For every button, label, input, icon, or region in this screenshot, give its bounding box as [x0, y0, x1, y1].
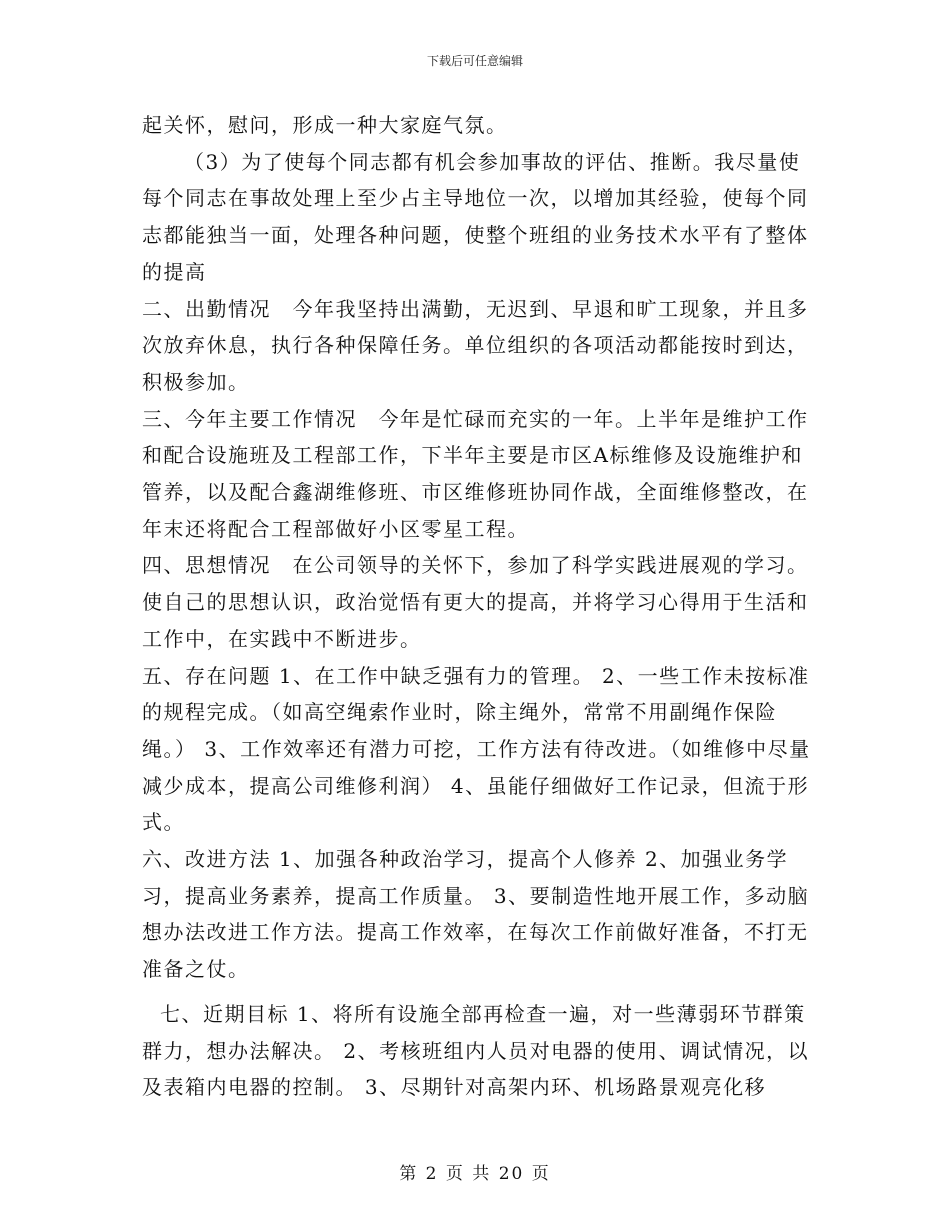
- page-number: 第 2 页 共 20 页: [399, 1164, 551, 1184]
- paragraph-item-3: （3）为了使每个同志都有机会参加事故的评估、推断。我尽量使每个同志在事故处理上至少占主导地位一次，以增加其经验，使每个同志都能独当一面，处理各种问题，使整个班组的业务技术水平有了整体的提高: [142, 149, 809, 284]
- page-header-note: 下载后可任意编辑: [426, 54, 523, 68]
- paragraph-near-term-goals: 七、近期目标 1、将所有设施全部再检查一遍，对一些薄弱环节群策群力，想办法解决。 2、考核班组内人员对电器的使用、调试情况，以及表箱内电器的控制。 3、尽期针对高架内环、机场路景观亮化移: [142, 1001, 810, 1100]
- paragraph-problems: 五、存在问题 1、在工作中缺乏强有力的管理。 2、一些工作未按标准的规程完成。（如高空绳索作业时，除主绳外，常常不用副绳作保险绳。） 3、工作效率还有潜力可挖，工作方法有待改进。（如维修中尽量减少成本，提高公司维修利润） 4、虽能仔细做好工作记录，但流于形式。: [142, 663, 811, 835]
- paragraph-attendance: 二、出勤情况 今年我坚持出满勤，无迟到、早退和旷工现象，并且多次放弃休息，执行各种保障任务。单位组织的各项活动都能按时到达，积极参加。: [142, 296, 809, 394]
- paragraph-continuation: 起关怀，慰问，形成一种大家庭气氛。: [142, 113, 508, 137]
- paragraph-improvements: 六、改进方法 1、加强各种政治学习，提高个人修养 2、加强业务学习，提高业务素养，提高工作质量。 3、要制造性地开展工作，多动脑想办法改进工作方法。提高工作效率，在每次工作前做好准备，不打无准备之仗。: [142, 847, 810, 982]
- paragraph-main-work: 三、今年主要工作情况 今年是忙碌而充实的一年。上半年是维护工作和配合设施班及工程部工作，下半年主要是市区A标维修及设施维护和管养，以及配合鑫湖维修班、市区维修班协同作战，全面维修整改，在年末还将配合工程部做好小区零星工程。: [142, 406, 809, 541]
- document-body: [142, 107, 817, 1106]
- paragraph-thoughts: 四、思想情况 在公司领导的关怀下，参加了科学实践进展观的学习。使自己的思想认识，政治觉悟有更大的提高，并将学习心得用于生活和工作中，在实践中不断进步。: [142, 553, 809, 651]
